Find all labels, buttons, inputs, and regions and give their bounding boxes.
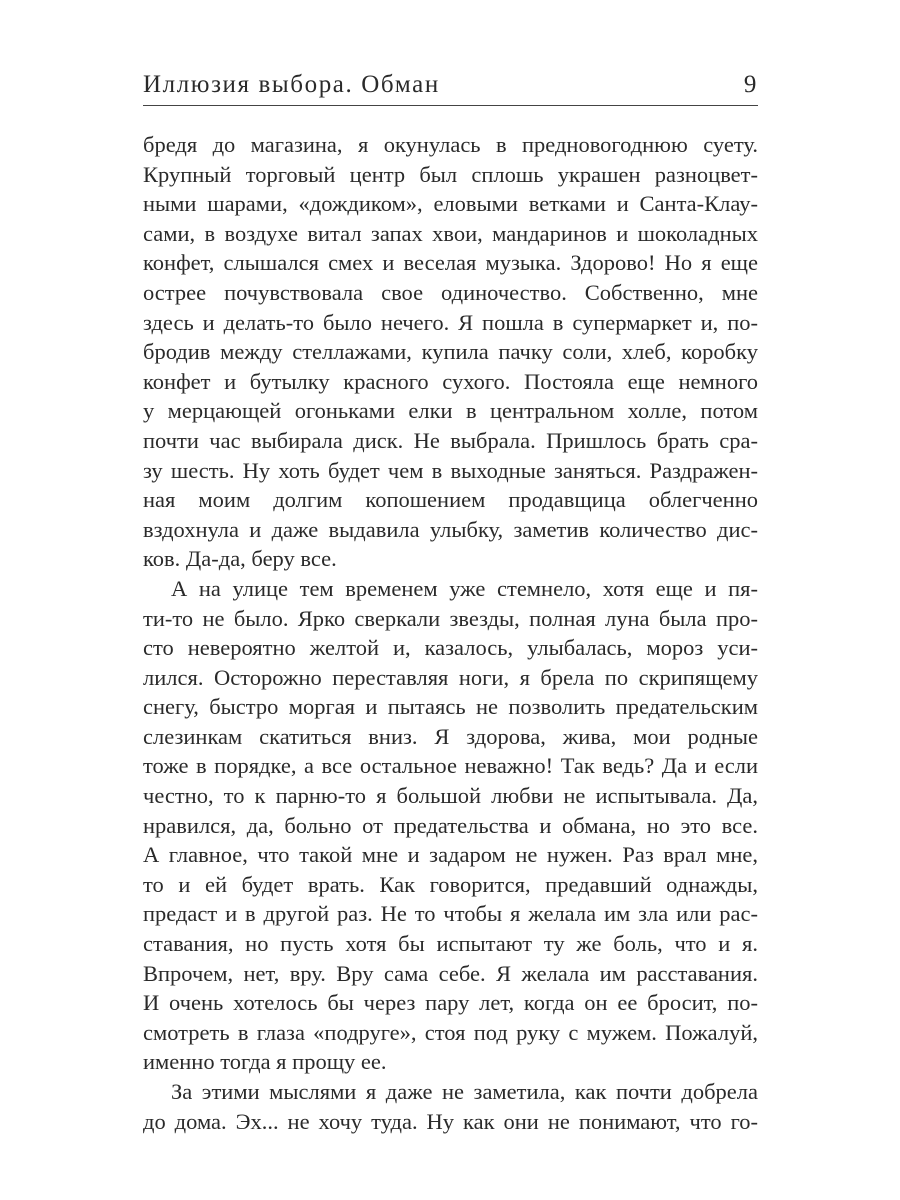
text-line: ков. Да-да, беру все. bbox=[143, 546, 337, 572]
text-line: сами, в воздухе витал запах хвои, мандаринов и шоколадных bbox=[143, 220, 758, 246]
paragraph bbox=[143, 1077, 758, 1136]
text-line: слезинкам скатиться вниз. Я здорова, жива, мои родные bbox=[143, 723, 758, 749]
text-line: честно, то к парню-то я большой любви не испытывала. Да, bbox=[143, 783, 758, 809]
text-line: здесь и делать-то было нечего. Я пошла в супермаркет и, по- bbox=[143, 309, 758, 335]
text-line: конфет, слышался смех и веселая музыка. Здорово! Но я еще bbox=[143, 250, 758, 276]
paragraph bbox=[143, 574, 758, 1077]
text-line: острее почувствовала свое одиночество. Собственно, мне bbox=[143, 279, 758, 305]
text-line: ная моим долгим копошением продавщица облегченно bbox=[143, 487, 758, 513]
text-line: именно тогда я прощу ее. bbox=[143, 1049, 387, 1075]
body-text bbox=[143, 130, 758, 1136]
text-line: И очень хотелось бы через пару лет, когда он ее бросит, по- bbox=[143, 990, 758, 1016]
text-line: нравился, да, больно от предательства и обмана, но это все. bbox=[143, 812, 758, 838]
text-line: у мерцающей огоньками елки в центральном холле, потом bbox=[143, 398, 758, 424]
text-line: тоже в порядке, а все остальное неважно! Так ведь? Да и если bbox=[143, 753, 758, 779]
text-line: бродив между стеллажами, купила пачку соли, хлеб, коробку bbox=[143, 339, 758, 365]
text-line: до дома. Эх... не хочу туда. Ну как они не понимают, что го- bbox=[143, 1108, 758, 1134]
text-line: Крупный торговый центр был сплошь украшен разноцвет- bbox=[143, 161, 758, 187]
text-line: вздохнула и даже выдавила улыбку, заметив количество дис- bbox=[143, 516, 758, 542]
text-line: конфет и бутылку красного сухого. Постояла еще немного bbox=[143, 368, 758, 394]
text-line: то и ей будет врать. Как говорится, предавший однажды, bbox=[143, 871, 758, 897]
text-line: А на улице тем временем уже стемнело, хотя еще и пя- bbox=[171, 575, 758, 601]
text-line: ными шарами, «дождиком», еловыми ветками и Санта-Клау- bbox=[143, 191, 758, 217]
text-line: А главное, что такой мне и задаром не нужен. Раз врал мне, bbox=[143, 842, 758, 868]
paragraph bbox=[143, 130, 758, 574]
text-line: За этими мыслями я даже не заметила, как почти добрела bbox=[171, 1079, 758, 1104]
text-line: зу шесть. Ну хоть будет чем в выходные заняться. Раздражен- bbox=[143, 457, 758, 483]
running-head bbox=[143, 70, 758, 104]
text-line: ти-то не было. Ярко сверкали звезды, полная луна была про- bbox=[143, 605, 758, 631]
page-number: 9 bbox=[743, 71, 758, 98]
text-line: почти час выбирала диск. Не выбрала. Пришлось брать сра- bbox=[143, 427, 758, 453]
text-line: смотреть в глаза «подруге», стоя под руку с мужем. Пожалуй, bbox=[143, 1019, 758, 1045]
text-line: предаст и в другой раз. Не то чтобы я желала им зла или рас- bbox=[143, 901, 758, 927]
text-line: лился. Осторожно переставляя ноги, я брела по скрипящему bbox=[143, 664, 758, 690]
text-line: сто невероятно желтой и, казалось, улыбалась, мороз уси- bbox=[143, 635, 758, 661]
running-title: Иллюзия выбора. Обман bbox=[143, 71, 440, 98]
text-line: Впрочем, нет, вру. Вру сама себе. Я желала им расставания. bbox=[143, 960, 758, 986]
text-line: бредя до магазина, я окунулась в предновогоднюю суету. bbox=[143, 132, 758, 157]
text-line: ставания, но пусть хотя бы испытают ту же боль, что и я. bbox=[143, 931, 758, 957]
header-rule bbox=[143, 105, 758, 106]
text-line: снегу, быстро моргая и пытаясь не позволить предательским bbox=[143, 694, 758, 720]
